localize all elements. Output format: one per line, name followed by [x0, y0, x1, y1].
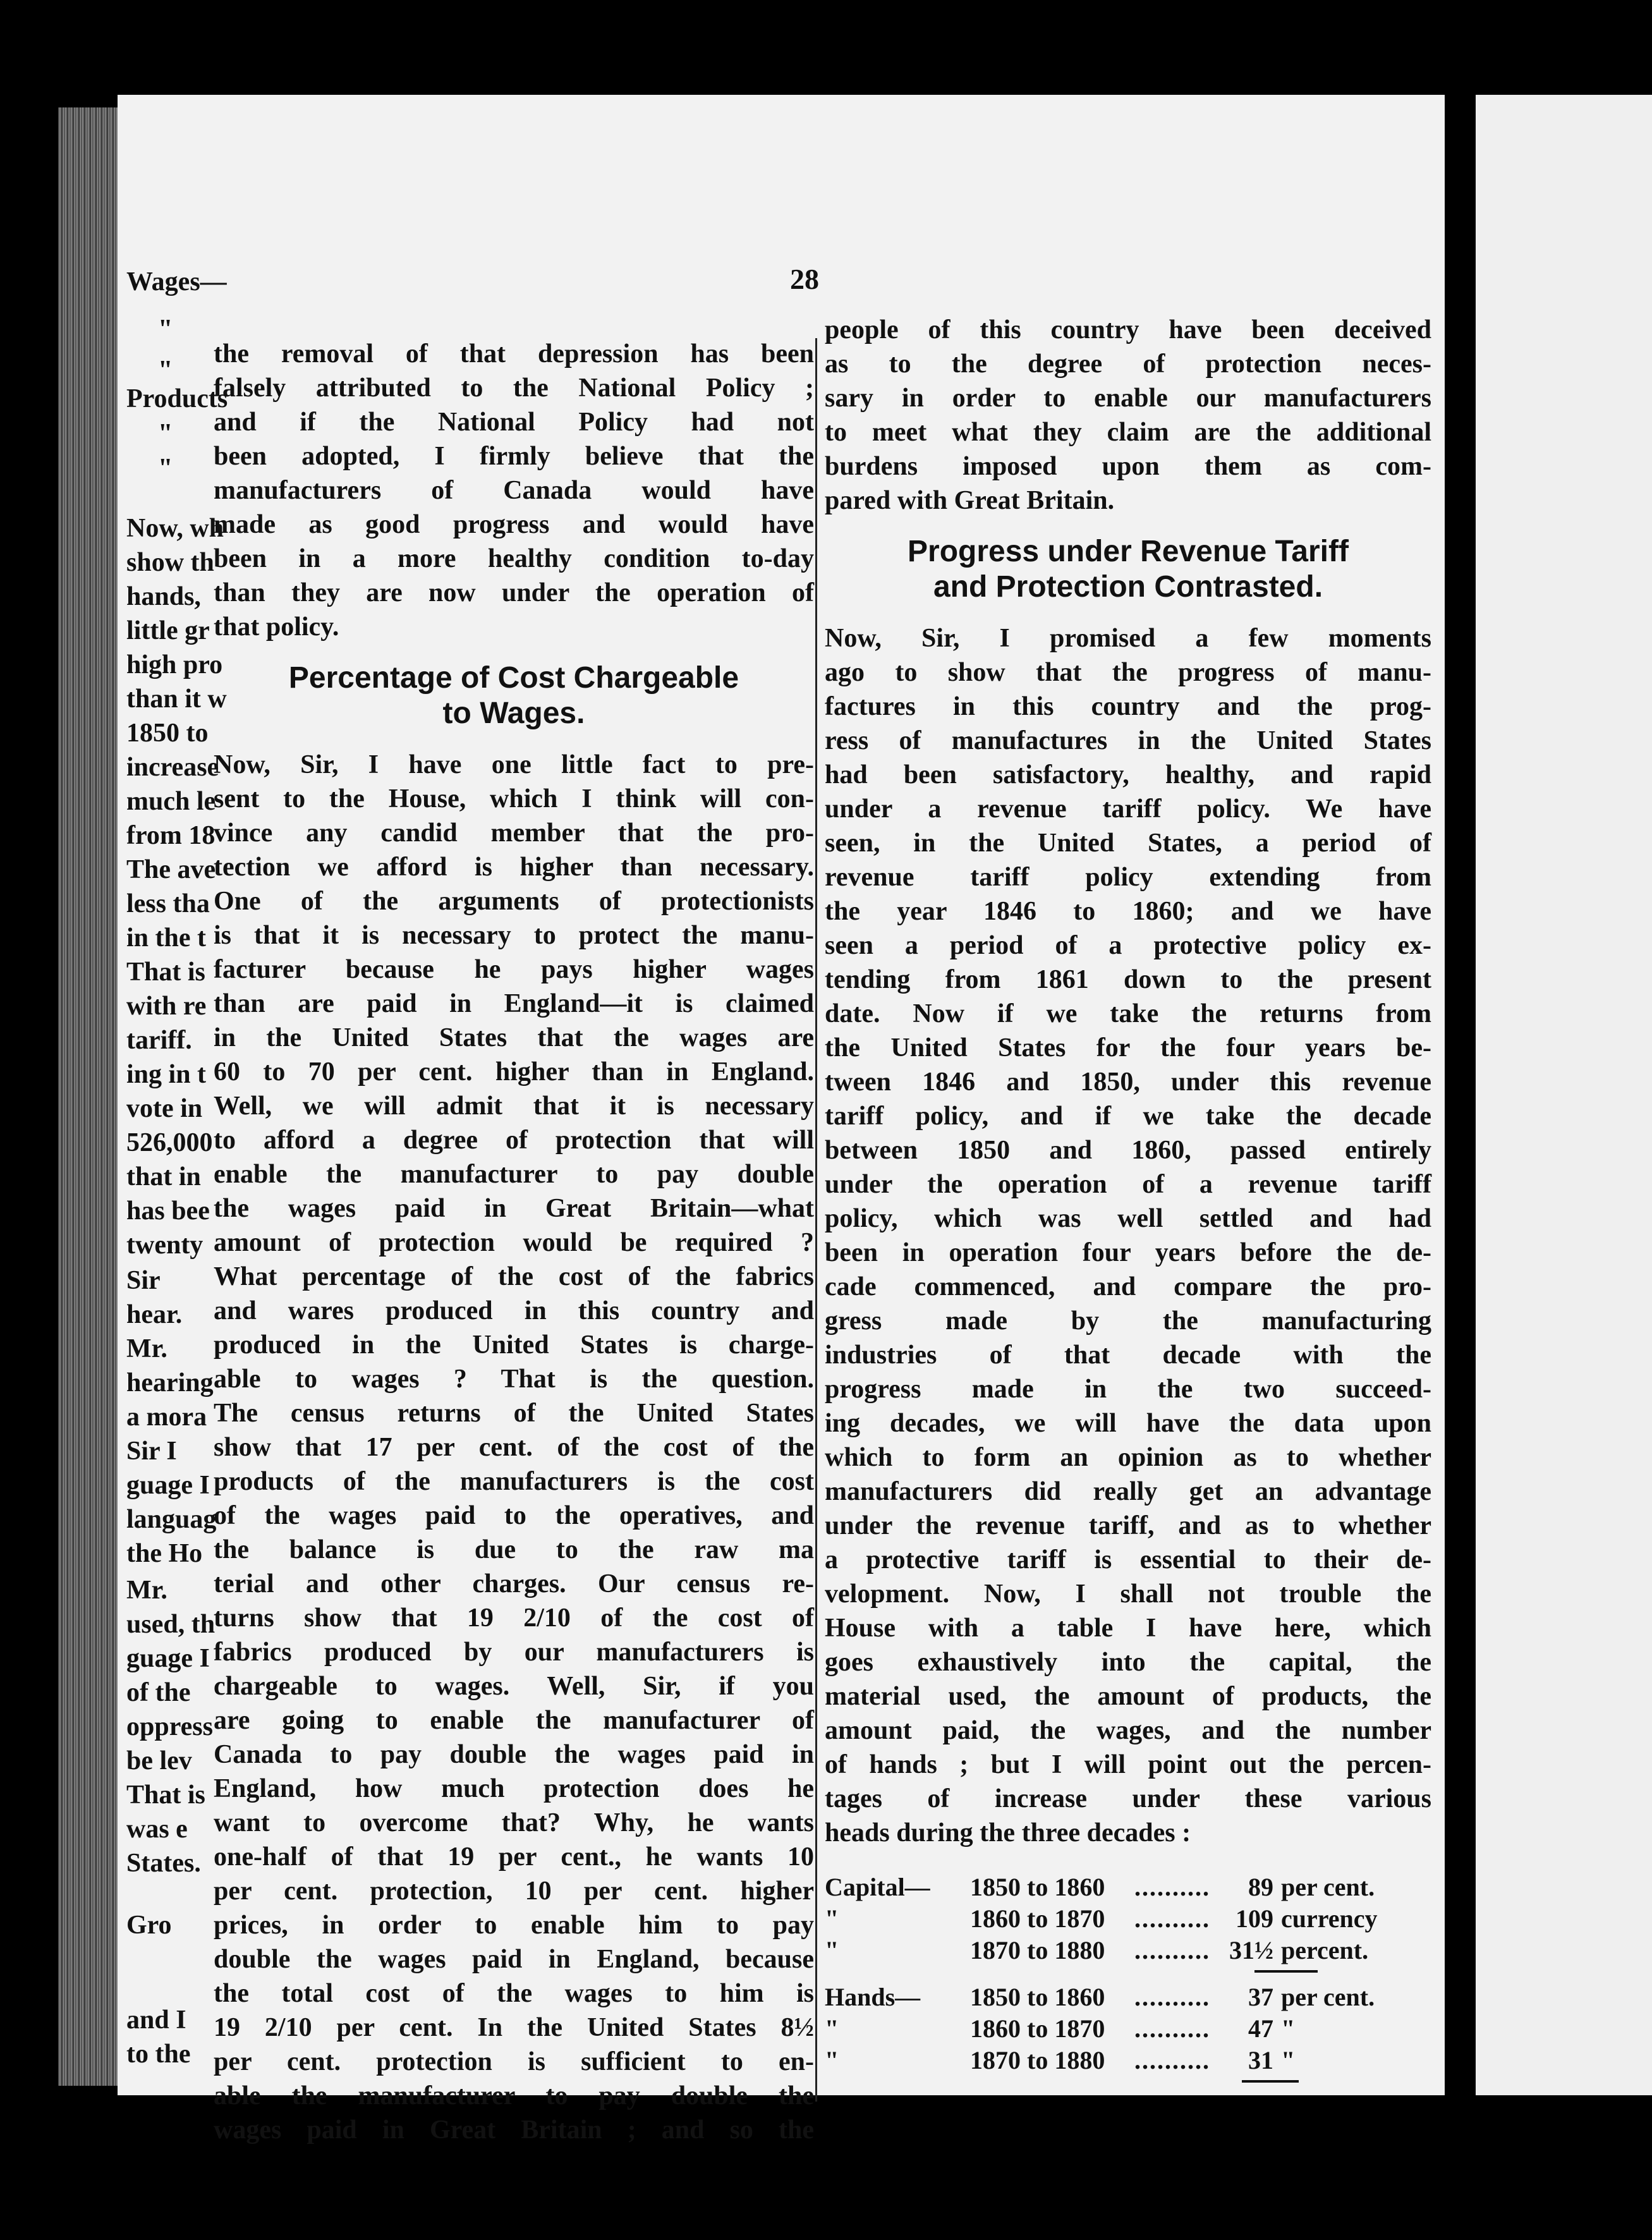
- next-page-fragment: the Ho: [126, 1539, 203, 1568]
- text-line: had been satisfactory, healthy, and rapid: [825, 760, 1431, 789]
- text-line: one-half of that 19 per cent., he wants 10: [214, 1842, 814, 1872]
- table-cell-value: 89: [1248, 1873, 1273, 1901]
- text-line: of the wages paid to the operatives, and: [214, 1501, 814, 1530]
- text-line: revenue tariff policy extending from: [825, 863, 1431, 892]
- text-line: gress made by the manufacturing: [825, 1306, 1431, 1336]
- page-number: 28: [790, 263, 819, 295]
- next-page-fragment: 1850 to: [126, 719, 209, 748]
- next-page-fragment: increase: [126, 753, 219, 782]
- next-page-fragment: than it w: [126, 685, 227, 714]
- text-line: House with a table I have here, which: [825, 1614, 1431, 1643]
- text-line: and wares produced in this country and: [214, 1296, 814, 1325]
- section-heading: Progress under Revenue Tariff: [908, 535, 1349, 568]
- next-page-fragment: that in: [126, 1162, 201, 1191]
- table-cell-years: 1860 to 1870: [970, 2014, 1105, 2043]
- next-page-fragment: Wages—: [126, 267, 227, 296]
- table-cell-unit: ": [1281, 2014, 1296, 2043]
- text-line: terial and other charges. Our census re-: [214, 1569, 814, 1598]
- next-page-fragment: Products: [126, 384, 228, 413]
- next-page-fragment: less tha: [126, 889, 210, 918]
- next-page-fragment: Now, wh: [126, 514, 224, 543]
- next-page-fragment: Sir I: [126, 1437, 177, 1466]
- text-line: able to wages ? That is the question.: [214, 1365, 814, 1394]
- table-cell-years: 1870 to 1880: [970, 2046, 1105, 2074]
- next-page-fragment: a mora: [126, 1403, 207, 1432]
- next-page-fragment: Mr.: [126, 1334, 167, 1363]
- text-line: heads during the three decades :: [825, 1818, 1191, 1847]
- table-cell-value: 47: [1248, 2014, 1273, 2043]
- text-line: ress of manufactures in the United States: [825, 726, 1431, 755]
- table-cell-dots: ..........: [1134, 1983, 1210, 2011]
- right-heading: [825, 534, 1431, 605]
- table-row: [825, 2045, 1431, 2076]
- text-line: turns show that 19 2/10 of the cost of: [214, 1604, 814, 1633]
- table-cell-years: 1850 to 1860: [970, 1873, 1105, 1901]
- text-line: pared with Great Britain.: [825, 486, 1115, 515]
- text-line: progress made in the two succeed-: [825, 1375, 1431, 1404]
- next-page-fragment: with re: [126, 992, 207, 1021]
- text-line: per cent. protection, 10 per cent. higher: [214, 1877, 814, 1906]
- table-cell-label: ": [825, 1904, 839, 1933]
- text-line: the United States for the four years be-: [825, 1033, 1431, 1062]
- table-row: [825, 1935, 1431, 1966]
- text-line: seen a period of a protective policy ex-: [825, 931, 1431, 960]
- next-page-fragment: was e: [126, 1815, 188, 1844]
- right-column: [825, 313, 1431, 2083]
- text-line: date. Now if we take the returns from: [825, 999, 1431, 1028]
- next-page-fragment: much le: [126, 787, 216, 816]
- next-page-fragment: hear.: [126, 1300, 183, 1329]
- text-line: the wages paid in Great Britain—what: [214, 1194, 814, 1223]
- text-line: and if the National Policy had not: [214, 408, 814, 437]
- table-cell-years: 1860 to 1870: [970, 1904, 1105, 1933]
- text-line: seen, in the United States, a period of: [825, 829, 1431, 858]
- text-line: Canada to pay double the wages paid in: [214, 1740, 814, 1769]
- next-page-fragment: The ave: [126, 855, 216, 884]
- text-line: facturer because he pays higher wages: [214, 955, 814, 984]
- table-cell-unit: per cent.: [1281, 1873, 1375, 1901]
- next-page-fragment: hearing: [126, 1368, 214, 1397]
- text-line: are going to enable the manufacturer of: [214, 1706, 814, 1735]
- table-end-rule: [1242, 2080, 1299, 2083]
- next-page-fragment: twenty: [126, 1231, 203, 1260]
- text-line: ing decades, we will have the data upon: [825, 1409, 1431, 1438]
- table-cell-dots: ..........: [1134, 2014, 1210, 2043]
- text-line: wages paid in Great Britain ; and so the: [214, 2115, 814, 2145]
- text-line: The census returns of the United States: [214, 1399, 814, 1428]
- text-line: What percentage of the cost of the fabrics: [214, 1262, 814, 1291]
- table-cell-years: 1870 to 1880: [970, 1936, 1105, 1964]
- table-cell-unit: currency: [1281, 1904, 1378, 1933]
- text-line: tages of increase under these various: [825, 1784, 1431, 1813]
- text-line: to meet what they claim are the additional: [825, 418, 1431, 447]
- next-page-fragment: used, th: [126, 1610, 216, 1639]
- text-line: 19 2/10 per cent. In the United States 8½: [214, 2013, 814, 2042]
- next-page-fragment: States.: [126, 1849, 201, 1878]
- text-line: the balance is due to the raw ma: [214, 1535, 814, 1564]
- table-cell-label: ": [825, 2014, 839, 2043]
- next-page-fragment: high pro: [126, 650, 223, 679]
- section-heading: Percentage of Cost Chargeable: [288, 661, 739, 695]
- text-line: made as good progress and would have: [214, 510, 814, 539]
- next-page-fragment: has bee: [126, 1196, 210, 1226]
- text-line: sent to the House, which I think will con-: [214, 784, 814, 813]
- next-page-fragment: show th: [126, 548, 214, 577]
- text-line: manufacturers of Canada would have: [214, 476, 814, 505]
- text-line: material used, the amount of products, the: [825, 1682, 1431, 1711]
- next-page-fragment: Sir: [126, 1266, 161, 1295]
- next-page-fragment: oppress: [126, 1712, 213, 1741]
- table-cell-value: 109: [1236, 1904, 1273, 1933]
- text-line: velopment. Now, I shall not trouble the: [825, 1580, 1431, 1609]
- next-page-fragment: from 18: [126, 821, 216, 850]
- text-line: ago to show that the progress of manu-: [825, 658, 1431, 687]
- next-page-fragment: little gr: [126, 616, 210, 645]
- hands-rows: [825, 1981, 1431, 2076]
- left-column: [214, 337, 814, 2147]
- book-binding-edge: [58, 107, 119, 2086]
- text-line: products of the manufacturers is the cost: [214, 1467, 814, 1496]
- text-line: as to the degree of protection neces-: [825, 350, 1431, 379]
- next-page-fragment: vote in: [126, 1094, 203, 1123]
- left-heading: [214, 660, 814, 731]
- next-page-fragment: in the t: [126, 923, 206, 953]
- text-line: able the manufacturer to pay double the: [214, 2081, 814, 2110]
- text-line: vince any candid member that the pro-: [214, 819, 814, 848]
- text-line: to afford a degree of protection that will: [214, 1126, 814, 1155]
- text-line: Now, Sir, I have one little fact to pre-: [214, 750, 814, 779]
- right-intro: [825, 313, 1431, 518]
- table-cell-label: ": [825, 1936, 839, 1964]
- table-cell-label: ": [825, 2046, 839, 2074]
- text-line: One of the arguments of protectionists: [214, 887, 814, 916]
- text-line: under the revenue tariff, and as to whether: [825, 1511, 1431, 1540]
- text-line: of hands ; but I will point out the percen-: [825, 1750, 1431, 1779]
- text-line: the year 1846 to 1860; and we have: [825, 897, 1431, 926]
- text-line: tection we afford is higher than necessary.: [214, 853, 814, 882]
- text-line: tween 1846 and 1850, under this revenue: [825, 1068, 1431, 1097]
- text-line: tariff policy, and if we take the decade: [825, 1102, 1431, 1131]
- text-line: been in operation four years before the de-: [825, 1238, 1431, 1267]
- text-line: industries of that decade with the: [825, 1341, 1431, 1370]
- table-cell-value: 37: [1248, 1983, 1273, 2011]
- next-page-fragment: Mr.: [126, 1576, 167, 1605]
- text-line: 60 to 70 per cent. higher than in England.: [214, 1057, 814, 1087]
- next-page-fragment: languag: [126, 1505, 217, 1534]
- next-page-fragment: Gro: [126, 1911, 172, 1940]
- text-line: policy, which was well settled and had: [825, 1204, 1431, 1233]
- table-cell-dots: ..........: [1134, 1873, 1210, 1901]
- text-line: amount of protection would be required ?: [214, 1228, 814, 1257]
- text-line: in the United States that the wages are: [214, 1023, 814, 1052]
- text-line: double the wages paid in England, because: [214, 1945, 814, 1974]
- text-line: Now, Sir, I promised a few moments: [825, 624, 1431, 653]
- text-line: show that 17 per cent. of the cost of the: [214, 1433, 814, 1462]
- table-cell-unit: ": [1281, 2046, 1296, 2074]
- text-line: burdens imposed upon them as com-: [825, 452, 1431, 481]
- section-heading: to Wages.: [442, 697, 585, 730]
- column-divider: [815, 338, 817, 2102]
- next-page-fragment: hands,: [126, 582, 201, 611]
- table-cell-dots: ..........: [1134, 1936, 1210, 1964]
- text-line: falsely attributed to the National Policy ;: [214, 374, 814, 403]
- table-row: [825, 2013, 1431, 2045]
- increase-table: [825, 1872, 1431, 2083]
- next-page-fragment: ": [158, 315, 173, 344]
- text-line: Well, we will admit that it is necessary: [214, 1092, 814, 1121]
- text-line: produced in the United States is charge-: [214, 1330, 814, 1360]
- table-row: [825, 1903, 1431, 1935]
- text-line: is that it is necessary to protect the manu-: [214, 921, 814, 950]
- next-page-fragment: 526,000: [126, 1128, 213, 1157]
- left-intro: [214, 337, 814, 644]
- next-page-fragment: tariff.: [126, 1026, 192, 1055]
- table-cell-dots: ..........: [1134, 1904, 1210, 1933]
- text-line: under a revenue tariff policy. We have: [825, 794, 1431, 824]
- text-line: sary in order to enable our manufacturers: [825, 384, 1431, 413]
- next-page-fragment: ing in t: [126, 1060, 207, 1089]
- section-heading: and Protection Contrasted.: [933, 570, 1323, 604]
- table-cell-value: 31½: [1229, 1936, 1273, 1964]
- table-cell-unit: per cent.: [1281, 1983, 1375, 2011]
- next-page-fragment: That is: [126, 1780, 205, 1810]
- next-page-fragment: be lev: [126, 1746, 192, 1775]
- text-line: factures in this country and the prog-: [825, 692, 1431, 721]
- text-line: want to overcome that? Why, he wants: [214, 1808, 814, 1837]
- next-page-fragment: of the: [126, 1678, 191, 1707]
- capital-rows: [825, 1872, 1431, 1966]
- right-body: [825, 621, 1431, 1850]
- next-page-fragment: guage I: [126, 1471, 210, 1500]
- text-line: a protective tariff is essential to their de-: [825, 1545, 1431, 1574]
- text-line: the removal of that depression has been: [214, 339, 814, 368]
- text-line: been in a more healthy condition to-day: [214, 544, 814, 573]
- text-line: people of this country have been deceived: [825, 315, 1431, 344]
- table-separator: [1254, 1970, 1318, 1973]
- next-page-fragment: That is: [126, 958, 205, 987]
- next-page-fragment: ": [158, 356, 173, 385]
- table-cell-label: Capital—: [825, 1873, 930, 1901]
- text-line: which to form an opinion as to whether: [825, 1443, 1431, 1472]
- table-cell-unit: percent.: [1281, 1936, 1369, 1964]
- next-page-fragment: ": [158, 419, 173, 448]
- text-line: between 1850 and 1860, passed entirely: [825, 1136, 1431, 1165]
- next-page-fragment: and I: [126, 2006, 186, 2035]
- next-page-fragment: guage I: [126, 1644, 210, 1673]
- text-line: that policy.: [214, 612, 339, 642]
- next-page-fragment: ": [158, 454, 173, 483]
- text-line: than they are now under the operation of: [214, 578, 814, 607]
- table-row: [825, 1981, 1431, 2013]
- text-line: fabrics produced by our manufacturers is: [214, 1638, 814, 1667]
- table-cell-dots: ..........: [1134, 2046, 1210, 2074]
- text-line: under the operation of a revenue tariff: [825, 1170, 1431, 1199]
- text-line: per cent. protection is sufficient to en-: [214, 2047, 814, 2076]
- text-line: than are paid in England—it is claimed: [214, 989, 814, 1018]
- table-row: [825, 1872, 1431, 1903]
- text-line: enable the manufacturer to pay double: [214, 1160, 814, 1189]
- text-line: goes exhaustively into the capital, the: [825, 1648, 1431, 1677]
- next-page-fragment: to the: [126, 2040, 191, 2069]
- text-line: the total cost of the wages to him is: [214, 1979, 814, 2008]
- text-line: tending from 1861 down to the present: [825, 965, 1431, 994]
- text-line: prices, in order to enable him to pay: [214, 1911, 814, 1940]
- text-line: amount paid, the wages, and the number: [825, 1716, 1431, 1745]
- table-cell-value: 31: [1248, 2046, 1273, 2074]
- text-line: England, how much protection does he: [214, 1774, 814, 1803]
- table-cell-years: 1850 to 1860: [970, 1983, 1105, 2011]
- text-line: been adopted, I firmly believe that the: [214, 442, 814, 471]
- text-line: manufacturers did really get an advantage: [825, 1477, 1431, 1506]
- text-line: cade commenced, and compare the pro-: [825, 1272, 1431, 1301]
- text-line: chargeable to wages. Well, Sir, if you: [214, 1672, 814, 1701]
- left-body: [214, 748, 814, 2147]
- table-cell-label: Hands—: [825, 1983, 921, 2011]
